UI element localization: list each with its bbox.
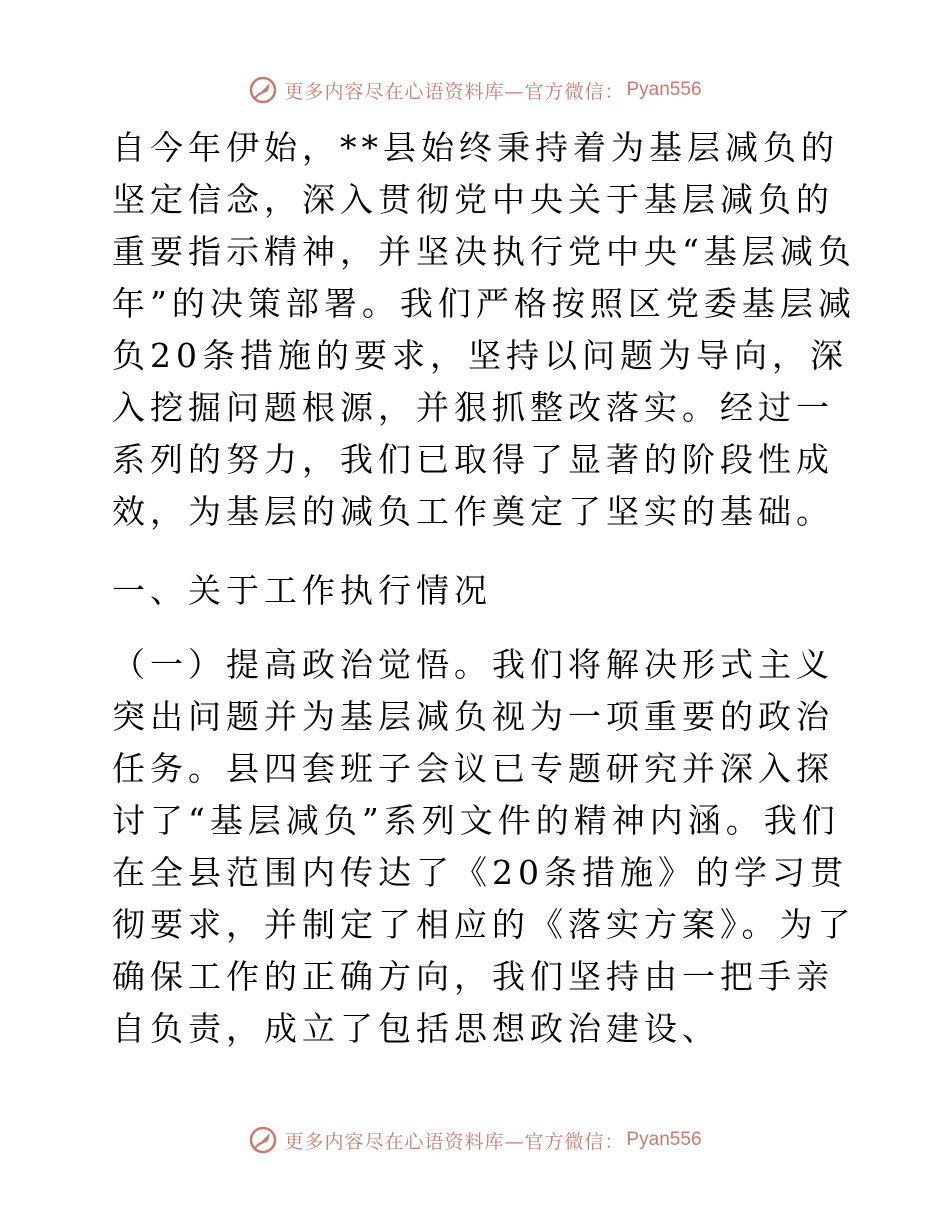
document-body (98, 122, 858, 1055)
section-paragraph: （一）提高政治觉悟。我们将解决形式主义突出问题并为基层减负视为一项重要的政治任务。县四套班子会议已专题研究并深入探讨了“基层减负”系列文件的精神内涵。我们在全县范围内传达了《20条措施》的学习贯彻要求，并制定了相应的《落实方案》。为了确保工作的正确方向，我们坚持由一把手亲自负责，成立了包括思想政治建设、 (112, 645, 856, 1048)
watermark-id: Pyan556 (626, 1129, 702, 1150)
quill-logo-icon (248, 1125, 278, 1155)
quill-logo-icon (248, 75, 278, 105)
intro-paragraph: 自今年伊始，**县始终秉持着为基层减负的坚定信念，深入贯彻党中央关于基层减负的重要指示精神，并坚决执行党中央“基层减负年”的决策部署。我们严格按照区党委基层减负20条措施的要求，坚持以问题为导向，深入挖掘问题根源，并狠抓整改落实。经过一系列的努力，我们已取得了显著的阶段性成效，为基层的减负工作奠定了坚实的基础。 (112, 128, 856, 531)
watermark-text: 更多内容尽在心语资料库—官方微信： (284, 80, 625, 103)
section-heading: 一、关于工作执行情况 (112, 571, 492, 610)
watermark-banner-bottom (0, 1122, 950, 1158)
watermark-text: 更多内容尽在心语资料库—官方微信： (284, 1130, 625, 1153)
watermark-banner-top (0, 72, 950, 108)
watermark-id: Pyan556 (626, 79, 702, 100)
